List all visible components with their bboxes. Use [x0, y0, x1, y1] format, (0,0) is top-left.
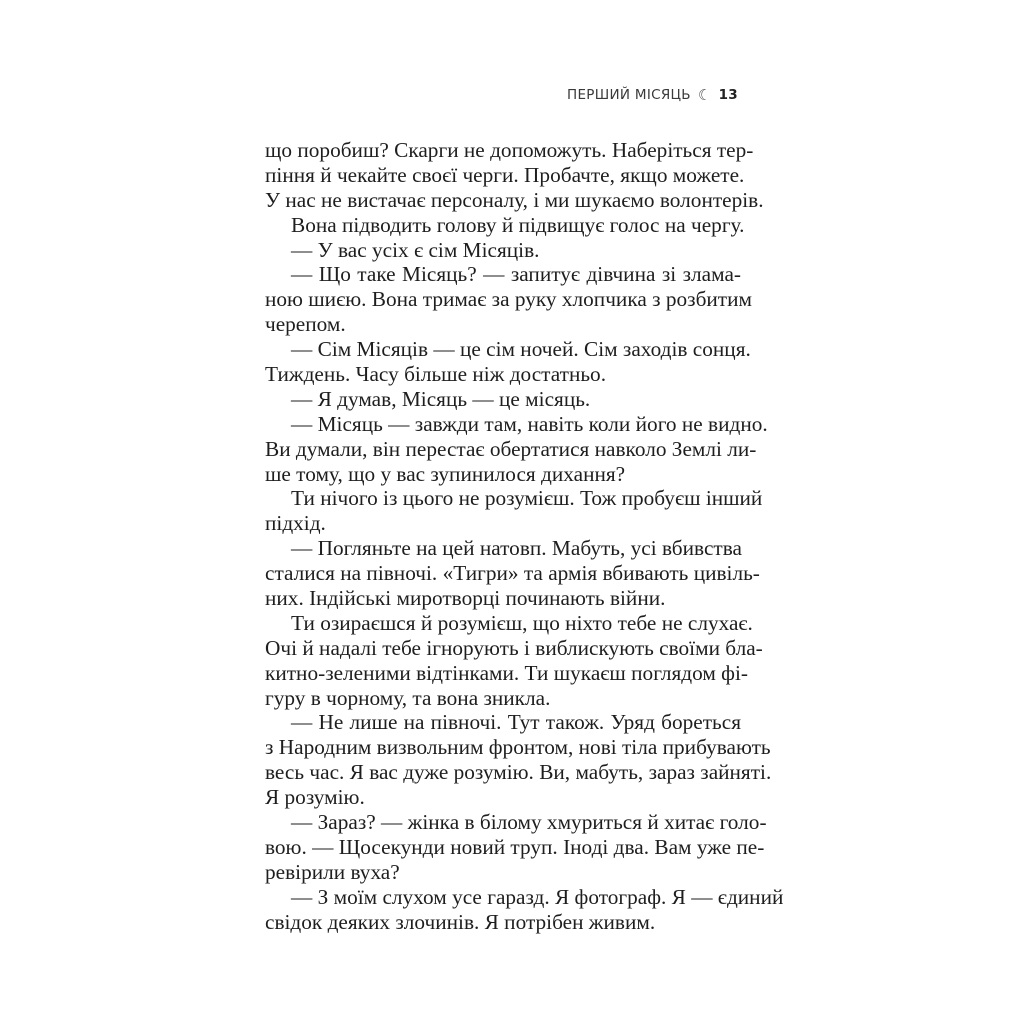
text-line: черепом.: [265, 312, 346, 337]
text-line: — Сім Місяців — це сім ночей. Сім заходів сонця.: [291, 337, 751, 362]
text-line: — З моїм слухом усе гаразд. Я фотограф. Я — єдиний: [291, 884, 784, 909]
text-line: сталися на півночі. «Тигри» та армія вбивають цивіль-: [265, 561, 760, 586]
text-line: — Я думав, Місяць — це місяць.: [291, 386, 591, 411]
text-line: з Народним визвольним фронтом, нові тіла прибувають: [265, 735, 771, 760]
text-line: — Що таке Місяць? — запитує дівчина зі злама-: [291, 262, 741, 287]
chapter-title: ПЕРШИЙ МІСЯЦЬ: [567, 87, 691, 103]
text-line: що поробиш? Скарги не допоможуть. Наберіться тер-: [265, 138, 754, 162]
text-line: У нас не вистачає персоналу, і ми шукаємо волонтерів.: [265, 187, 764, 212]
text-line: ною шиєю. Вона тримає за руку хлопчика з розбитим: [265, 287, 752, 312]
text-line: свідок деяких злочинів. Я потрібен живим.: [265, 909, 656, 934]
moon-icon: ☾: [697, 86, 712, 104]
text-line: китно-зеленими відтінками. Ти шукаєш поглядом фі-: [265, 660, 748, 685]
text-line: гуру в чорному, та вона зникла.: [265, 685, 551, 710]
text-line: Ти озираєшся й розумієш, що ніхто тебе не слухає.: [291, 610, 753, 635]
text-line: піння й чекайте своєї черги. Пробачте, якщо можете.: [265, 162, 745, 187]
running-head: [567, 86, 738, 104]
text-line: Очі й надалі тебе ігнорують і виблискують своїми бла-: [265, 635, 763, 660]
text-line: весь час. Я вас дуже розумію. Ви, мабуть, зараз зайняті.: [265, 760, 772, 785]
text-line: вою. — Щосекунди новий труп. Іноді два. Вам уже пе-: [265, 834, 765, 859]
text-line: Вона підводить голову й підвищує голос на чергу.: [291, 212, 745, 237]
text-line: Ти нічого із цього не розумієш. Тож пробуєш інший: [291, 486, 763, 511]
text-line: них. Індійські миротворці починають війни.: [265, 586, 666, 611]
text-line: — Зараз? — жінка в білому хмуриться й хитає голо-: [291, 810, 767, 835]
text-line: Ви думали, він перестає обертатися навколо Землі ли-: [265, 436, 757, 461]
text-line: — У вас усіх є сім Місяців.: [291, 237, 540, 262]
text-line: — Місяць — завжди там, навіть коли його не видно.: [291, 411, 768, 436]
text-line: підхід.: [265, 511, 326, 536]
text-line: — Погляньте на цей натовп. Мабуть, усі вбивства: [291, 536, 742, 561]
text-line: Тиждень. Часу більше ніж достатньо.: [265, 362, 607, 387]
page-number: 13: [718, 87, 738, 103]
text-line: ревірили вуха?: [265, 859, 400, 884]
text-line: — Не лише на півночі. Тут також. Уряд бореться: [291, 710, 741, 735]
text-line: ше тому, що у вас зупинилося дихання?: [265, 461, 626, 486]
text-line: Я розумію.: [265, 785, 365, 810]
body-text: [265, 138, 784, 935]
